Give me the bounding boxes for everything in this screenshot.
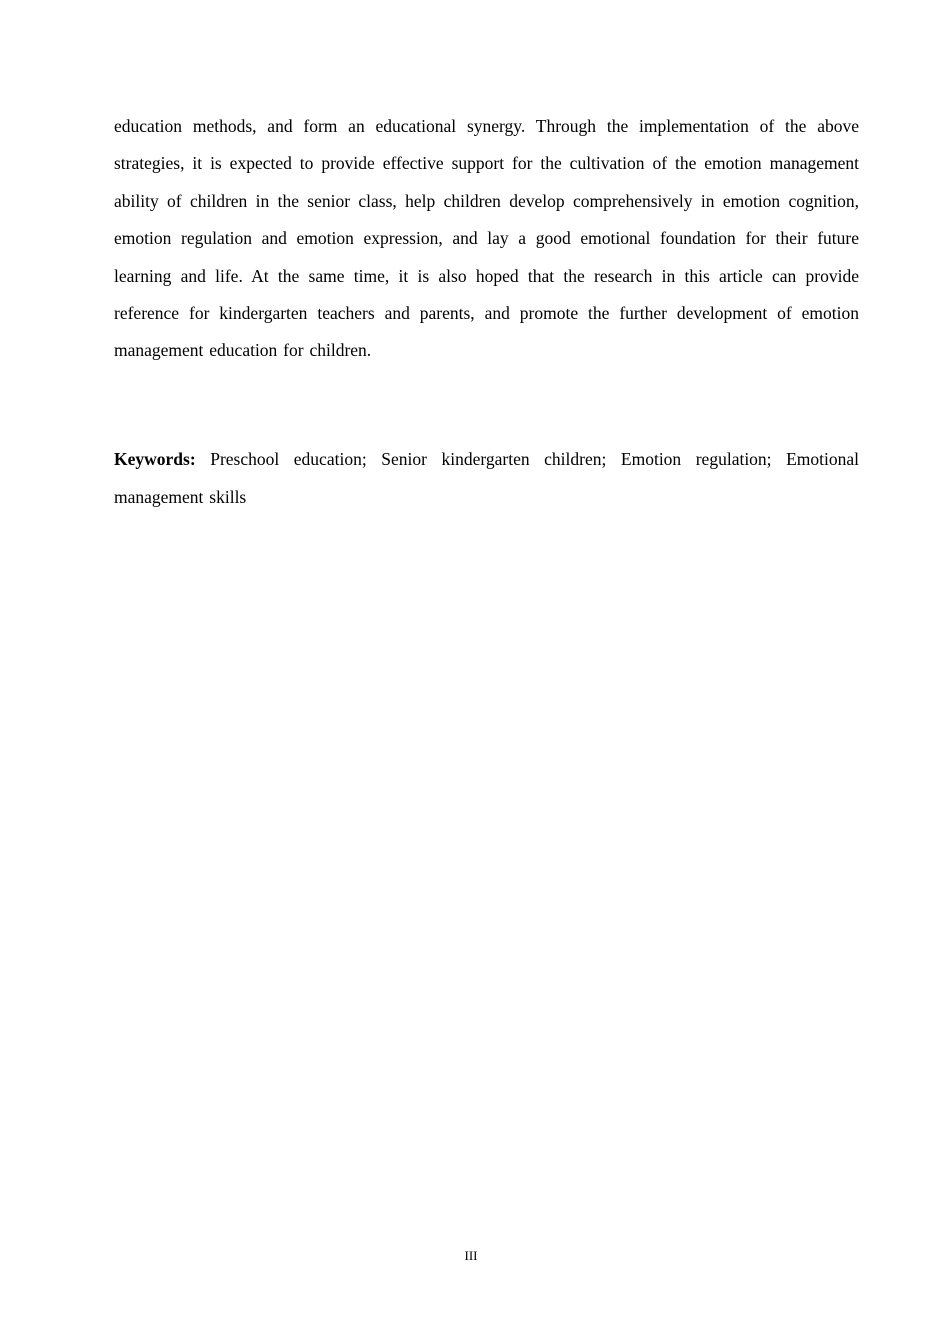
page-number: III (464, 1248, 478, 1263)
keywords-line (114, 441, 859, 516)
abstract-paragraph: education methods, and form an educational synergy. Through the implementation of the above strategies, it is expected to provide effective support for the cultivation of the emotion management ability of children in the senior class, help children develop comprehensively in emotion cognition, emotion regulation and emotion expression, and lay a good emotional foundation for their future learning and life. At the same time, it is also hoped that the research in this article can provide reference for kindergarten teachers and parents, and promote the further development of emotion management education for children. (114, 116, 859, 361)
keywords-label: Keywords: (114, 449, 196, 469)
keywords-text: Preschool education; Senior kindergarten children; Emotion regulation; Emotional management skills (114, 449, 860, 507)
